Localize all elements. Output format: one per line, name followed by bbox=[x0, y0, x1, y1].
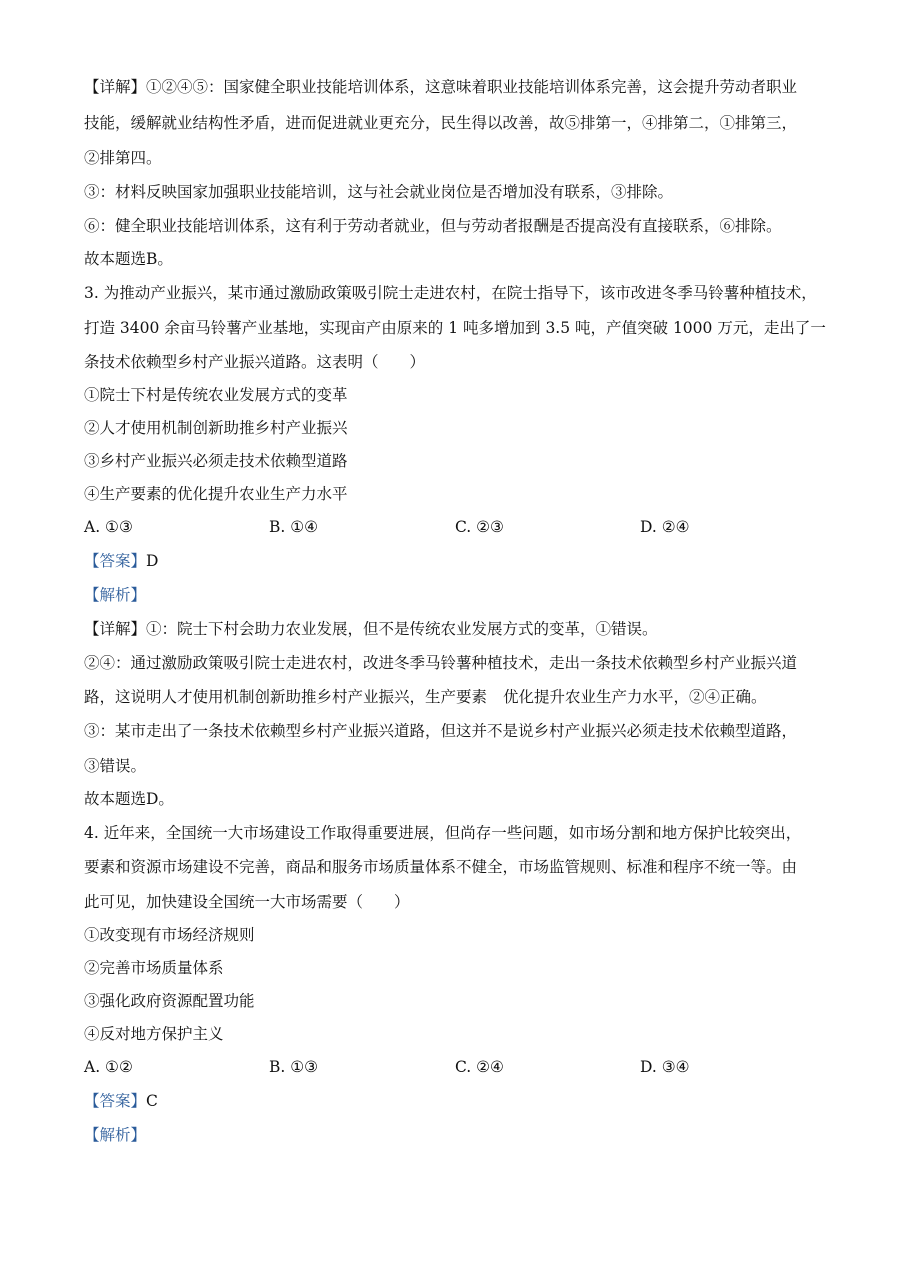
q3-options bbox=[84, 516, 844, 538]
q3-stem-line-2: 打造 3400 余亩马铃薯产业基地，实现亩产由原来的 1 吨多增加到 3.5 吨，产值突破 1000 万元，走出了一 bbox=[84, 319, 826, 337]
q4-option-c: C. ②④ bbox=[455, 1058, 504, 1076]
q4-item-2: ②完善市场质量体系 bbox=[84, 959, 224, 977]
q3-option-a: A. ①③ bbox=[84, 518, 133, 536]
q3-answer bbox=[84, 550, 158, 572]
q2-detail-line-3: ②排第四。 bbox=[84, 149, 162, 167]
answer-value: C bbox=[146, 1092, 158, 1110]
q3-option-d: D. ②④ bbox=[640, 518, 690, 536]
q2-detail-line-2: 技能，缓解就业结构性矛盾，进而促进就业更充分，民生得以改善，故⑤排第一，④排第二，①排第三， bbox=[84, 114, 798, 132]
q3-detail-line-2: ②④：通过激励政策吸引院士走进农村，改进冬季马铃薯种植技术，走出一条技术依赖型乡村产业振兴道 bbox=[84, 654, 798, 672]
q3-detail-line-5: ③错误。 bbox=[84, 757, 147, 775]
q4-stem-line-1: 4. 近年来，全国统一大市场建设工作取得重要进展，但尚存一些问题，如市场分割和地方保护比较突出， bbox=[84, 824, 802, 842]
q4-stem-line-3: 此可见，加快建设全国统一大市场需要（ ） bbox=[84, 893, 410, 911]
q3-item-4: ④生产要素的优化提升农业生产力水平 bbox=[84, 485, 348, 503]
q3-analysis-tag: 【解析】 bbox=[84, 586, 147, 604]
q4-option-a: A. ①② bbox=[84, 1058, 133, 1076]
q4-options bbox=[84, 1056, 844, 1078]
answer-tag: 【答案】 bbox=[84, 1092, 147, 1110]
q4-answer bbox=[84, 1090, 158, 1112]
q3-detail-line-4: ③：某市走出了一条技术依赖型乡村产业振兴道路，但这并不是说乡村产业振兴必须走技术依赖型道路， bbox=[84, 722, 798, 740]
q2-detail-line-1: 【详解】①②④⑤：国家健全职业技能培训体系，这意味着职业技能培训体系完善，这会提升劳动者职业 bbox=[84, 78, 798, 96]
q4-analysis-tag: 【解析】 bbox=[84, 1126, 147, 1144]
q3-conclusion: 故本题选D。 bbox=[84, 790, 174, 808]
q4-item-1: ①改变现有市场经济规则 bbox=[84, 926, 255, 944]
q3-detail-line-1: 【详解】①：院士下村会助力农业发展，但不是传统农业发展方式的变革，①错误。 bbox=[84, 620, 658, 638]
q4-option-b: B. ①③ bbox=[269, 1058, 319, 1076]
q2-detail-line-5: ⑥：健全职业技能培训体系，这有利于劳动者就业，但与劳动者报酬是否提高没有直接联系，⑥排除。 bbox=[84, 217, 782, 235]
q4-stem-line-2: 要素和资源市场建设不完善，商品和服务市场质量体系不健全，市场监管规则、标准和程序不统一等。由 bbox=[84, 858, 798, 876]
q3-stem-line-1: 3. 为推动产业振兴，某市通过激励政策吸引院士走进农村，在院士指导下，该市改进冬季马铃薯种植技术， bbox=[84, 284, 817, 302]
q3-option-b: B. ①④ bbox=[269, 518, 319, 536]
detail-tag: 【详解】 bbox=[84, 620, 147, 638]
q3-option-c: C. ②③ bbox=[455, 518, 504, 536]
q2-detail-line-4: ③：材料反映国家加强职业技能培训，这与社会就业岗位是否增加没有联系，③排除。 bbox=[84, 183, 674, 201]
detail-tag: 【详解】 bbox=[84, 78, 147, 96]
q3-stem-line-3: 条技术依赖型乡村产业振兴道路。这表明（ ） bbox=[84, 353, 426, 371]
q4-option-d: D. ③④ bbox=[640, 1058, 690, 1076]
q3-item-2: ②人才使用机制创新助推乡村产业振兴 bbox=[84, 419, 348, 437]
answer-tag: 【答案】 bbox=[84, 552, 147, 570]
q3-item-1: ①院士下村是传统农业发展方式的变革 bbox=[84, 386, 348, 404]
q4-item-4: ④反对地方保护主义 bbox=[84, 1025, 224, 1043]
q2-conclusion: 故本题选B。 bbox=[84, 250, 173, 268]
answer-value: D bbox=[146, 552, 159, 570]
q3-item-3: ③乡村产业振兴必须走技术依赖型道路 bbox=[84, 452, 348, 470]
q3-detail-line-3: 路，这说明人才使用机制创新助推乡村产业振兴，生产要素 优化提升农业生产力水平，②④正确。 bbox=[84, 688, 767, 706]
q4-item-3: ③强化政府资源配置功能 bbox=[84, 992, 255, 1010]
